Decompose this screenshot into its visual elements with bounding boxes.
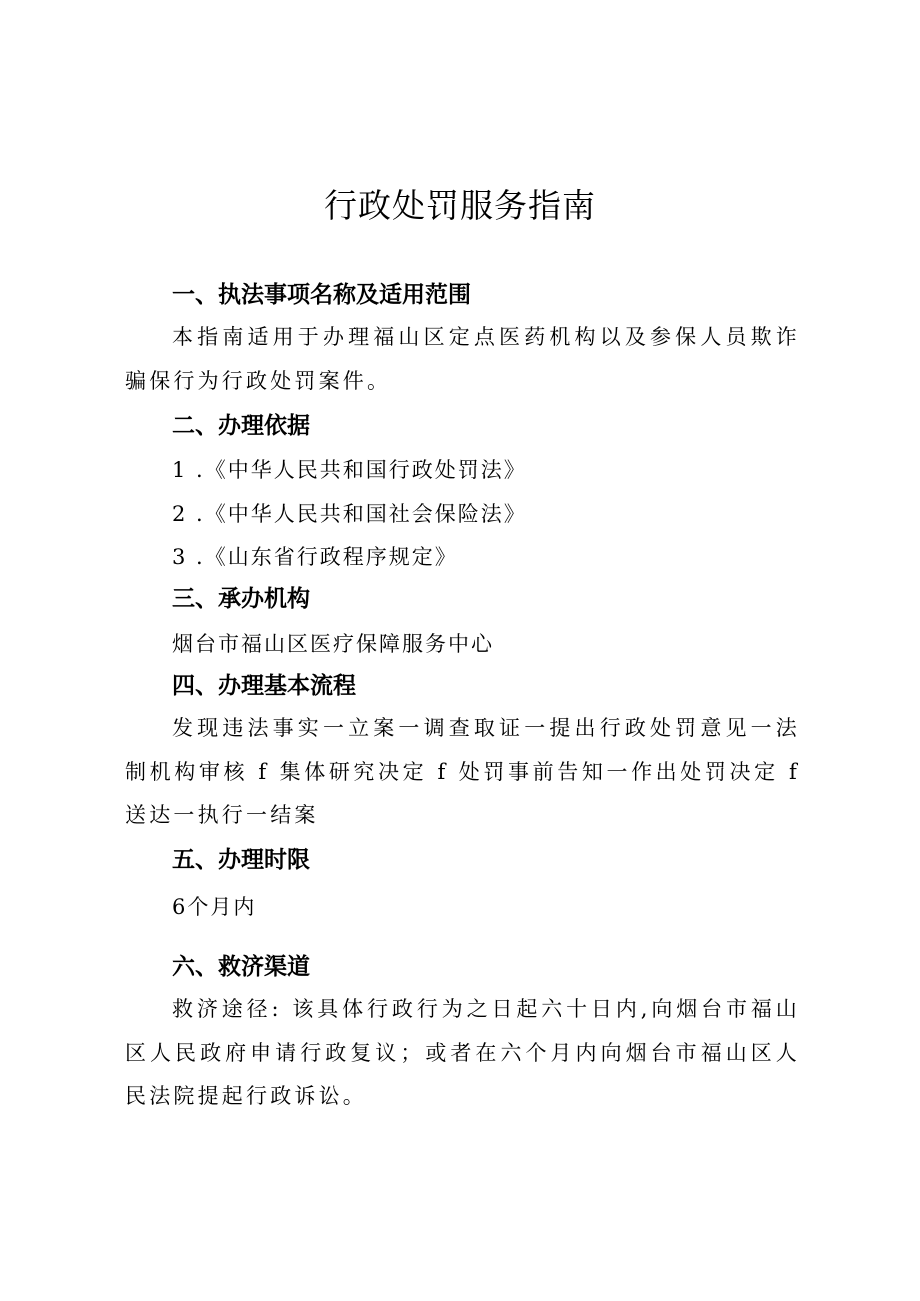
document-title: 行政处罚服务指南 bbox=[324, 186, 596, 225]
basis-item-3: 3 .《山东省行政程序规定》 bbox=[172, 545, 458, 569]
section-text-process: 发现违法事实一立案一调查取证一提出行政处罚意见一法制机构审核 f 集体研究决定 f 处罚事前告知一作出处罚决定 f 送达一执行一结案 bbox=[125, 716, 800, 827]
section-heading-scope: 一、执法事项名称及适用范围 bbox=[172, 282, 471, 308]
section-text-time-limit: 6个月内 bbox=[172, 895, 257, 919]
section-text-remedy: 救济途径: 该具体行政行为之日起六十日内,向烟台市福山区人民政府申请行政复议；或者在六个月内向烟台市福山区人民法院提起行政诉讼。 bbox=[125, 997, 800, 1108]
section-text-agency: 烟台市福山区医疗保障服务中心 bbox=[172, 632, 494, 656]
basis-item-2: 2 .《中华人民共和国社会保险法》 bbox=[172, 502, 527, 526]
section-heading-agency: 三、承办机构 bbox=[172, 586, 310, 612]
section-heading-process: 四、办理基本流程 bbox=[172, 673, 356, 699]
section-heading-basis: 二、办理依据 bbox=[172, 413, 310, 439]
section-text-scope: 本指南适用于办理福山区定点医药机构以及参保人员欺诈骗保行为行政处罚案件。 bbox=[125, 325, 800, 393]
section-heading-remedy: 六、救济渠道 bbox=[172, 954, 310, 980]
section-heading-time-limit: 五、办理时限 bbox=[172, 847, 310, 873]
basis-item-1: 1 .《中华人民共和国行政处罚法》 bbox=[172, 458, 527, 482]
